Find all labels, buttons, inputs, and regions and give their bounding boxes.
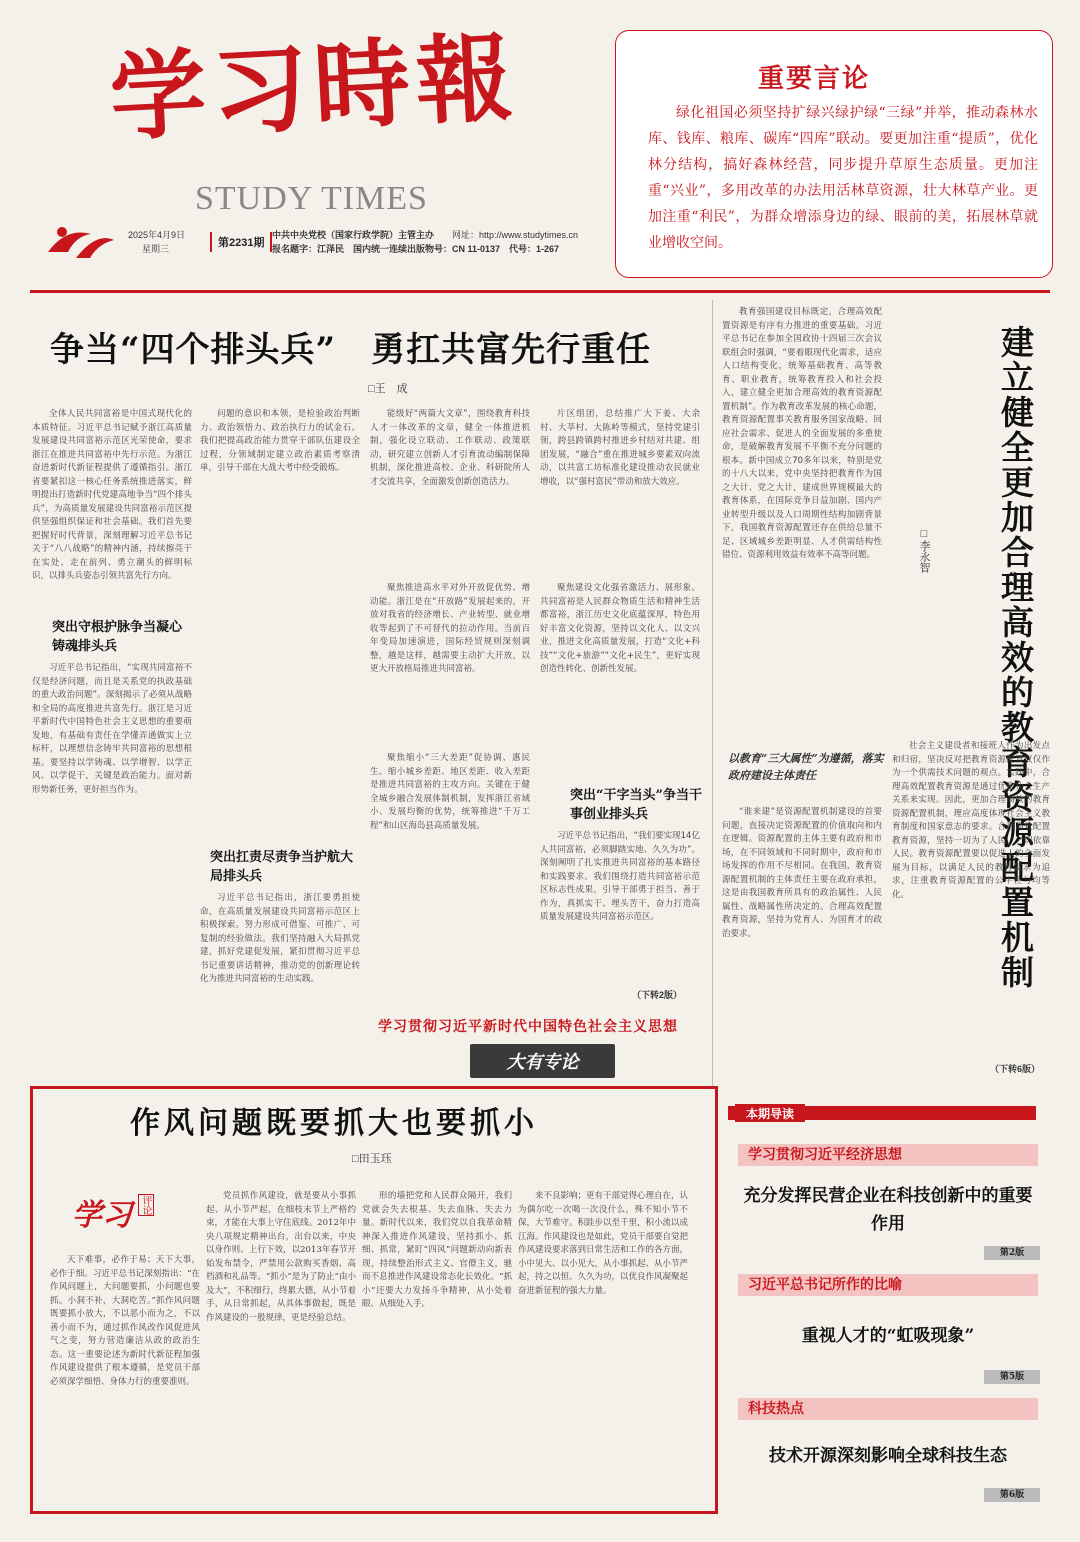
series-tag: 大有专论: [470, 1044, 615, 1078]
feature-continued: （下转6版）: [990, 1064, 1041, 1074]
feature-headline[interactable]: 建立健全更加合理高效的教育资源配置机制: [996, 325, 1035, 990]
column-divider: [712, 300, 713, 1100]
lead-byline: □王 成: [368, 383, 408, 395]
registration: 报名题字：江泽民 国内统一连续出版物号：CN 11-0137 代号：1-267: [272, 244, 560, 254]
lead-col3: 能级好“两篇大文章”，围绕教育科技人才一体改革的文章，健全一体推进机制，强化设立联动、工作联动、政策联动，研究建立创新人才引育流动编制保障机制，深化推进高校、企业、科研院所人才交流共享，全面激发创新创造活力。: [370, 409, 530, 487]
commentary-col1: 天下难事，必作于易；天下大事，必作于细。习近平总书记深刻指出：“在作风问题上，大问题要抓，小问题也要抓。小洞不补，大洞吃苦。”抓作风问题既要抓小放大，不以恶小而为之，不以善小而不为，通过抓作风改作风促进风气之变，努力营造廉洁从政的政治生态。这一重要论述为新时代新征程加强作风建设提供了根本遵循，是党员干部必须深学细悟、身体力行的重要准则。: [50, 1255, 200, 1387]
important-remarks-text: 绿化祖国必须坚持扩绿兴绿护绿“三绿”并举，推动森林水库、钱库、粮库、碳库“四库”联动。要更加注重“提质”，优化林分结构，搞好森林经营，同步提升草原生态质量。更加注重“兴业”，多用改革的办法用活林草资源，壮大林草产业。更加注重“利民”，为群众增添身边的绿、眼前的美，拓展林草就业增收空间。: [648, 105, 1038, 251]
guide-category-1: 学习贯彻习近平经济思想: [738, 1144, 1038, 1166]
badge-main: 学习: [72, 1198, 132, 1233]
lead-col3c: 聚焦缩小“三大差距”促协调、惠民生。缩小城乡差距、地区差距、收入差距是推进共同富裕的主攻方向。关键在于健全城乡融合发展体制机制，发挥浙江省域小、发展均衡的优势，统筹推进“千万工程”和山区海岛县高质量发展。: [370, 753, 530, 831]
guide-category-3: 科技热点: [738, 1398, 1038, 1420]
commentary-col3: 形的墙把党和人民群众隔开，我们党就会失去根基、失去血脉、失去力量。新时代以来，我们党以自我革命精神深入推进作风建设，坚持抓小、抓细、抓常，紧盯“四风”问题新动向新表现，持续整治形式主义、官僚主义，驰而不息推进作风建设常态化长效化。“抓小”还要大力发扬斗争精神，从小处着眼、从细处入手。: [362, 1191, 512, 1309]
lead-col3b: 聚焦推进高水平对外开放促优势、增动能。浙江是在“开放路”发展起来的，开放对我省的经济增长、产业转型、就业增收等起到了不可替代的拉动作用。当前百年变局加速演进，国际经贸规则深刻调整，越是这样，越需要主动扩大开放，以更大开放格局推进共同富裕。: [370, 583, 530, 674]
guide-page-3[interactable]: 第6版: [984, 1488, 1040, 1502]
publisher-block: [272, 228, 578, 256]
lead-col4: 片区组团，总结推广大下姜、大余村、大莘村、大陈岭等模式，坚持党建引领，跨县跨镇跨村推进乡村结对共建、组团发展，“融合”重在推进城乡要素双向流动，以共富工坊标准化建设推动农民就业增收，以“强村富民”带动和放大效应。: [540, 409, 700, 487]
guide-label: 本期导读: [735, 1104, 805, 1122]
publisher: 中共中央党校（国家行政学院）主管主办: [272, 230, 435, 240]
lead-col4b: 聚焦建设文化强省激活力、展形象。共同富裕是人民群众物质生活和精神生活都富裕，浙江历史文化底蕴深厚，特色用好丰富文化资源，坚持以文化人、以文兴业，推进文化高质量发展，打造“文化+科技”“文化+旅游”“文化+民生”，更好实现创造性转化、创新性发展。: [540, 583, 700, 674]
important-remarks-title: 重要言论: [758, 64, 871, 94]
guide-page-1[interactable]: 第2版: [984, 1246, 1040, 1260]
lead-col1b: 习近平总书记指出，“实现共同富裕不仅是经济问题，而且是关系党的执政基础的重大政治问题”。深刻揭示了必须从战略和全局的高度推进共富先行。浙江是习近平新时代中国特色社会主义思想的重要萌发地，有基础有责任在学懂弄通做实上立标杆，以理想信念铸牢共同富裕的思想根基。要坚持以学铸魂、以学增智、以学正风、以学促干，关键是政治能力。面对新形势新任务，更好担当作为。: [32, 663, 192, 795]
lead-col4c: 习近平总书记指出，“我们要实现14亿人共同富裕，必须脚踏实地、久久为功”。深刻阐明了扎实推进共同富裕的基本路径和实践要求。我们围绕打造共同富裕示范区标志性成果，引导干部勇于担当、善于作为，真抓实干、埋头苦干，奋力打造高质量发展建设共同富裕示范区。: [540, 831, 700, 922]
masthead-english: STUDY TIMES: [195, 180, 428, 217]
masthead-title: 学习時報: [107, 20, 521, 155]
guide-title-2[interactable]: 重视人才的“虹吸现象”: [801, 1326, 975, 1346]
feature-byline: □李永智: [918, 528, 930, 573]
logo-icon: [46, 222, 116, 262]
study-review-badge: [72, 1190, 162, 1250]
lead-subhead-1: 突出守根护脉争当凝心铸魂排头兵: [52, 620, 183, 654]
issue-date: 2025年4月9日: [128, 230, 186, 240]
lead-headline[interactable]: 争当“四个排头兵” 勇扛共富先行重任: [50, 330, 652, 370]
lead-col2: 问题的意识和本领，是检验政治判断力、政治领悟力、政治执行力的试金石。我们把提高政治能力贯穿干部队伍建设全过程，分领域制定建立政治素质考察清单，引导干部在大战大考中经受锻炼。: [200, 409, 360, 473]
feature-col1: 教育强国建设目标既定，合理高效配置资源是有序有力推进的重要基础。习近平总书记在参加全国政协十四届三次会议联组会时强调，“要着眼现代化需求，适应人口结构变化，统筹基础教育、高等教育、职业教育，统筹教育投入和社会投入，建立健全更加合理高效的教育资源配置机制”。作为教育改革发展的核心命题，教育资源配置事关教育服务国家战略、回应社会需求、促进人的全面发展的多重使命，是破解教育发展不平衡不充分问题的根本。新中国成立70多年以来，特别是党的十八大以来，党中央坚持把教育作为国之大计、党之大计，建成世界规模最大的教育体系，在国际竞争日益加剧、国内产业转型升级以及人口周期性结构加剧背景下，我国教育资源配置还存在供给总量不足、区域城乡差距明显、人才供需结构性错位、资源利用效益有效率不高等问题。: [722, 307, 882, 560]
lead-col2b: 习近平总书记指出，浙江要勇担使命，在高质量发展建设共同富裕示范区上积极探索。努力形成可借鉴、可推广、可复制的经验做法。我们坚持融入大局抓党建，抓好党建促发展，紧扣贯彻习近平总书记重要讲话精神，推动党的创新理论转化为推进共同富裕的生动实践。: [200, 893, 360, 984]
masthead-divider: [30, 290, 1050, 293]
feature-col3: 社会主义建设者和接班人作为出发点和归宿，坚决反对把教育资源配置仅仅作为一个供需技术问题的观点。实践中，合理高效配置教育资源是通过优化社会生产关系来实现。因此，更加合理高效的教育资源配置机制，理应高度体现社会主义教育制度和国家意志的要求。合理高效配置教育资源，坚持一切为了人民、一切依靠人民。教育资源配置要以促进人的全面发展为目标，以满足人民的教育需求为追求，注重教育资源配置的公平性与均等化。: [892, 741, 1050, 900]
issue-date-block: [128, 228, 185, 256]
website[interactable]: 网址：http://www.studytimes.cn: [452, 230, 579, 240]
lead-subhead-2: 突出扛责尽责争当护航大局排头兵: [210, 850, 354, 884]
feature-subhead-1: 以教育“三大属性”为遵循，落实政府建设主体责任: [728, 752, 884, 782]
commentary-byline: □田玉珏: [352, 1153, 392, 1165]
lead-subhead-4: 突出“干字当头”争当干事创业排头兵: [570, 788, 702, 822]
badge-sub: 评论: [138, 1194, 154, 1216]
commentary-headline[interactable]: 作风问题既要抓大也要抓小: [130, 1106, 538, 1141]
commentary-col4: 来不良影响；更有干部觉得心理自在，认为偶尔吃一次喝一次没什么，殊不知小节不保，大节难守。积跬步以至千里，积小流以成江海。作风建设也是如此，党员干部要自觉把作风建设要求落到日常生活和工作的各方面，小中见大、以小见大，从小事抓起、从小节严起，持之以恒、久久为功，以优良作风凝聚起奋进新征程的强大力量。: [518, 1191, 688, 1296]
lead-col1: 全体人民共同富裕是中国式现代化的本质特征。习近平总书记赋予浙江高质量发展建设共同富裕示范区光荣使命，要求浙江在推进共同富裕中先行示范。为浙江奋进新时代新征程提供了遵循指引。浙江省要紧扣这一核心任务系统推进落实，鲜明提出打造新时代党建高地争当“四个排头兵”，为高质量发展建设共同富裕示范区提供坚强组织保证和社会基础。我们首先要把握好时代背景，深刻理解习近平总书记关于“八八战略”的精神内涵，持续擦亮干在实处、走在前列、勇立潮头的鲜明标识，以排头兵姿态引领共富先行方向。: [32, 409, 192, 581]
issue-weekday: 星期三: [142, 244, 170, 254]
series-title: 学习贯彻习近平新时代中国特色社会主义思想: [378, 1019, 678, 1035]
commentary-col2: 党员抓作风建设，就是要从小事抓起、从小节严起，在细枝末节上严格约束，才能在大事上守住底线。2012年中央八项规定精神出台，出台以来，中央以身作则、上行下效，以2013年春节开始发布禁令，严禁用公款购买香烟、高档酒和礼品等。“抓小”是为了防止“由小及大”，不积细行，终累大德，从小节着手，从日常抓起，从具体事做起，既是作风建设的一般规律，更是经验总结。: [206, 1191, 356, 1323]
guide-category-2: 习近平总书记所作的比喻: [738, 1274, 1038, 1296]
guide-page-2[interactable]: 第5版: [984, 1370, 1040, 1384]
issue-number: 第2231期: [210, 232, 272, 252]
guide-title-3[interactable]: 技术开源深刻影响全球科技生态: [769, 1446, 1007, 1466]
lead-continued: （下转2版）: [632, 990, 683, 1000]
feature-col2: “谁来建”是资源配置机制建设的首要问题，直接决定资源配置的价值取向和内在逻辑。资源配置的主体主要有政府和市场，在不同领域和不同时期中，政府和市场发挥的作用不尽相同。在我国，教育资源配置机制的主体责任主要在政府承担，这是由我国教育所具有的政治属性、人民属性、战略属性所决定的。合理高效配置教育资源，坚持为党育人、为国育才的政治要求。: [722, 807, 882, 939]
guide-title-1[interactable]: 充分发挥民营企业在科技创新中的重要作用: [743, 1186, 1033, 1234]
